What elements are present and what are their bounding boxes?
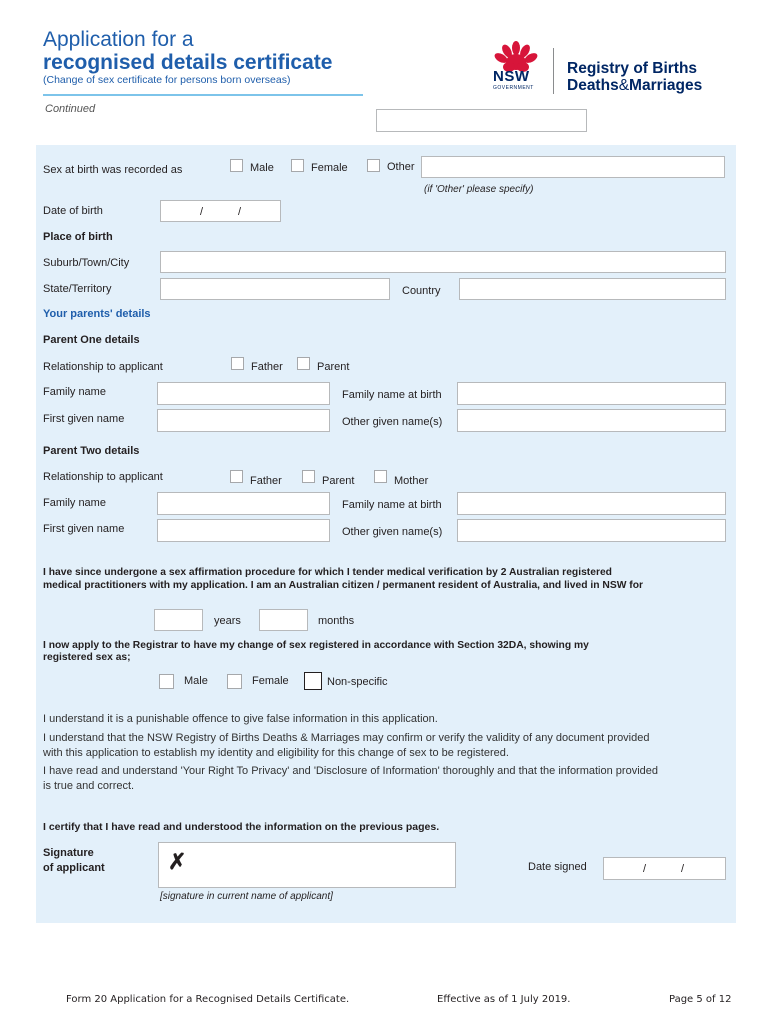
signature-mark: ✗: [168, 849, 187, 874]
parent-two-father-label: Father: [250, 475, 282, 487]
parent-two-family-name-field[interactable]: [157, 492, 330, 515]
apply-text-line1: I now apply to the Registrar to have my change of sex registered in accordance with Section 32DA, showing my: [43, 640, 589, 651]
sex-other-label: Other: [387, 161, 415, 173]
parent-two-father-checkbox[interactable]: [230, 470, 243, 483]
dob-separator: /: [200, 206, 204, 218]
country-field[interactable]: [459, 278, 726, 300]
suburb-label: Suburb/Town/City: [43, 257, 130, 269]
date-signed-separator: /: [643, 863, 647, 875]
registry-name-line2: Deaths&Marriages: [567, 77, 703, 94]
form-title-line1: Application for a: [43, 28, 194, 51]
country-label: Country: [402, 285, 441, 297]
declaration-privacy: I have read and understand 'Your Right To Privacy' and 'Disclosure of Information' thoroughly and that the information provided is true and correct.: [43, 765, 658, 792]
footer-page-number: Page 5 of 12: [669, 994, 732, 1005]
state-field[interactable]: [160, 278, 390, 300]
parent-two-other-given-field[interactable]: [457, 519, 726, 542]
dob-separator: /: [238, 206, 242, 218]
sex-other-specify-field[interactable]: [421, 156, 725, 178]
registered-sex-female-checkbox[interactable]: [227, 674, 242, 689]
form-subtitle: (Change of sex certificate for persons born overseas): [43, 74, 291, 86]
apply-text-line2: registered sex as;: [43, 652, 131, 663]
declaration-false-info: I understand it is a punishable offence to give false information in this application.: [43, 713, 438, 725]
parent-two-other-given-label: Other given name(s): [342, 526, 443, 538]
parent-two-parent-checkbox[interactable]: [302, 470, 315, 483]
date-signed-separator: /: [681, 863, 685, 875]
office-use-box[interactable]: [376, 109, 587, 132]
parent-one-family-name-birth-label: Family name at birth: [342, 389, 442, 401]
dob-field[interactable]: [160, 200, 281, 222]
parent-one-parent-label: Parent: [317, 361, 350, 373]
nsw-logo-text: NSW: [493, 68, 530, 85]
parent-two-first-given-field[interactable]: [157, 519, 330, 542]
parent-two-parent-label: Parent: [322, 475, 355, 487]
sex-female-label: Female: [311, 162, 348, 174]
continued-label: Continued: [45, 103, 96, 115]
registered-sex-non-specific-checkbox[interactable]: [304, 672, 322, 690]
parent-one-father-label: Father: [251, 361, 283, 373]
parent-two-relationship-label: Relationship to applicant: [43, 471, 163, 483]
parent-two-family-name-birth-field[interactable]: [457, 492, 726, 515]
parent-one-other-given-label: Other given name(s): [342, 416, 443, 428]
parent-one-heading: Parent One details: [43, 334, 140, 346]
sex-at-birth-label: Sex at birth was recorded as: [43, 164, 183, 176]
dob-label: Date of birth: [43, 205, 103, 217]
parent-two-first-given-label: First given name: [43, 523, 125, 535]
affirmation-text-line2: medical practitioners with my application. I am an Australian citizen / permanent resident of Australia, and lived in NSW for: [43, 580, 644, 591]
registry-name-line1: Registry of Births: [567, 60, 698, 77]
footer-effective-date: Effective as of 1 July 2019.: [437, 994, 571, 1005]
parent-two-heading: Parent Two details: [43, 445, 140, 457]
years-field[interactable]: [154, 609, 203, 631]
months-label: months: [318, 615, 355, 627]
parent-one-family-name-label: Family name: [43, 386, 106, 398]
parent-two-family-name-label: Family name: [43, 497, 106, 509]
sex-female-checkbox[interactable]: [291, 159, 304, 172]
place-of-birth-heading: Place of birth: [43, 231, 113, 243]
certify-statement: I certify that I have read and understood the information on the previous pages.: [43, 821, 440, 833]
signature-field[interactable]: [158, 842, 456, 888]
affirmation-text-line1: I have since undergone a sex affirmation procedure for which I tender medical verification by 2 Australian registered: [43, 567, 612, 578]
parent-one-family-name-field[interactable]: [157, 382, 330, 405]
registered-sex-female-label: Female: [252, 675, 289, 687]
nsw-logo-sub: GOVERNMENT: [493, 85, 534, 91]
registered-sex-non-specific-label: Non-specific: [327, 676, 388, 688]
state-label: State/Territory: [43, 283, 112, 295]
sex-other-note: (if 'Other' please specify): [424, 184, 534, 195]
parent-one-parent-checkbox[interactable]: [297, 357, 310, 370]
parent-one-first-given-field[interactable]: [157, 409, 330, 432]
months-field[interactable]: [259, 609, 308, 631]
parent-one-family-name-birth-field[interactable]: [457, 382, 726, 405]
nsw-logo: [490, 40, 542, 94]
parent-two-family-name-birth-label: Family name at birth: [342, 499, 442, 511]
parent-two-mother-checkbox[interactable]: [374, 470, 387, 483]
parents-heading: Your parents' details: [43, 308, 151, 320]
parent-one-first-given-label: First given name: [43, 413, 125, 425]
registered-sex-male-label: Male: [184, 675, 208, 687]
form-title-line2: recognised details certificate: [43, 51, 333, 74]
sex-male-label: Male: [250, 162, 274, 174]
date-signed-label: Date signed: [528, 861, 587, 873]
declaration-verify: I understand that the NSW Registry of Births Deaths & Marriages may confirm or verify the validity of any document provided with this application to establish my identity and eligibility for this change of sex to be registered.: [43, 732, 650, 759]
sex-other-checkbox[interactable]: [367, 159, 380, 172]
signature-note: [signature in current name of applicant]: [160, 891, 333, 902]
suburb-field[interactable]: [160, 251, 726, 273]
parent-two-mother-label: Mother: [394, 475, 429, 487]
date-signed-field[interactable]: [603, 857, 726, 880]
sex-male-checkbox[interactable]: [230, 159, 243, 172]
footer-form-name: Form 20 Application for a Recognised Details Certificate.: [66, 994, 350, 1005]
logo-divider: [553, 48, 554, 94]
registered-sex-male-checkbox[interactable]: [159, 674, 174, 689]
parent-one-father-checkbox[interactable]: [231, 357, 244, 370]
parent-one-relationship-label: Relationship to applicant: [43, 361, 163, 373]
title-rule: [43, 94, 363, 96]
signature-label: Signature of applicant: [43, 847, 105, 874]
years-label: years: [214, 615, 241, 627]
parent-one-other-given-field[interactable]: [457, 409, 726, 432]
